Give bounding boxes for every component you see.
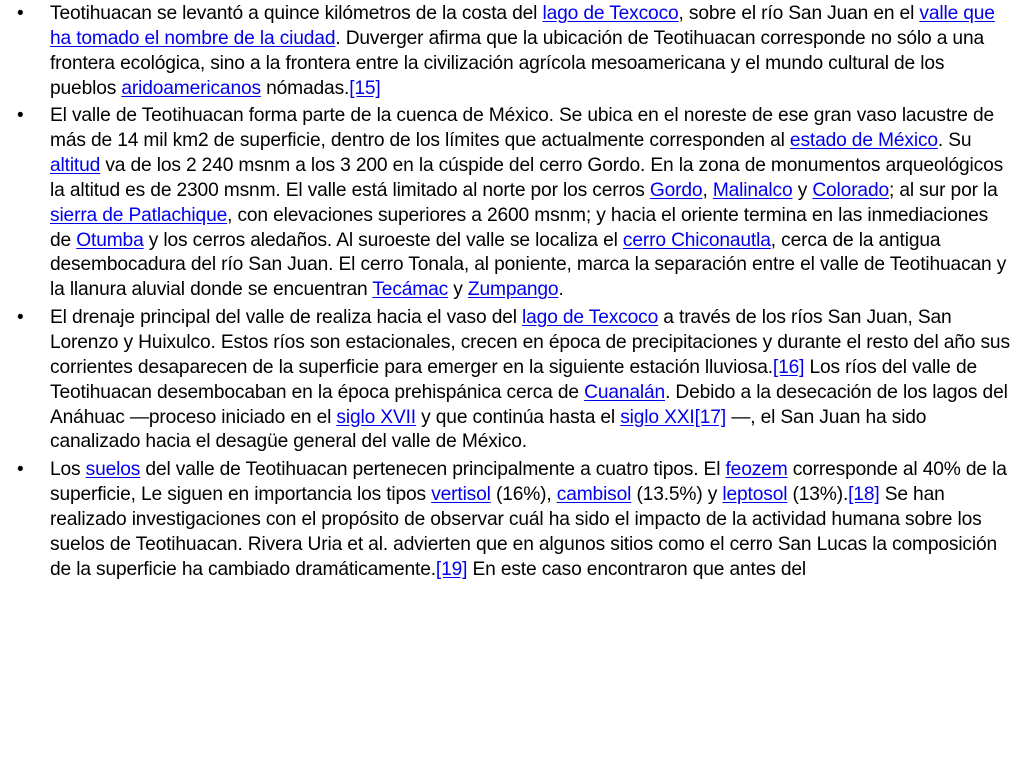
paragraph-text: y que continúa hasta el [415,406,621,428]
paragraph-text: (13.5%) y [631,484,723,506]
bullet-icon: • [17,105,24,127]
paragraph-text: del valle de Teotihuacan pertenecen principalmente a cuatro tipos. El [140,459,726,481]
paragraph-text: , [702,179,713,201]
paragraph-text: , cerca de la antigua desembocadura del río San Juan. El cerro Tonala, al poniente, marca la separación entre el valle de Teotihuacan y la llanura aluvial donde se encuentran [50,229,1007,301]
paragraph-text: y los cerros aledaños. Al suroeste del valle se localiza el [143,229,623,251]
paragraph-text: . Su [937,130,972,152]
paragraph-text: Se han realizado investigaciones con el propósito de observar cuál ha sido el impacto de la actividad humana sobre los suelos de Teotihuacan. Rivera Uria et al. advierten que en algunos sitios como el cerro San Lucas la composición de la superficie ha cambiado dramáticamente. [50,484,998,580]
bullet-icon: • [17,3,24,24]
link-19[interactable]: [19] [435,558,468,580]
link-cuanalan[interactable]: Cuanalán [584,381,666,403]
link-siglo-xvii[interactable]: siglo XVII [336,406,416,428]
link-suelos[interactable]: suelos [85,459,141,481]
link-15[interactable]: [15] [349,77,381,99]
bullet-list [0,2,1012,585]
link-cambisol[interactable]: cambisol [556,484,632,506]
link-feozem[interactable]: feozem [725,459,788,481]
paragraph-text: . Debido a la desecación de los lagos del Anáhuac —proceso iniciado en el [50,381,1008,428]
link-zumpango[interactable]: Zumpango [467,279,559,301]
paragraph-text: y [448,279,468,301]
link-siglo-xxi-17[interactable]: siglo XXI[17] [620,406,727,428]
link-18[interactable]: [18] [848,484,880,506]
paragraph-text: (16%), [490,484,557,506]
paragraph-text: , sobre el río San Juan en el [678,3,920,24]
bullet-item [0,2,1012,101]
link-aridoamericanos[interactable]: aridoamericanos [121,77,261,99]
bullet-icon: • [17,307,24,329]
paragraph-text: a través de los ríos San Juan, San Lorenzo y Huixulco. Estos ríos son estacionales, crecen en época de precipitaciones y durante el resto del año sus corrientes desaparecen de la superficie para emerger en la siguiente estación lluviosa. [50,307,1010,378]
paragraph-text: —, el San Juan ha sido canalizado hacia el desagüe general del valle de México. [50,406,927,453]
link-tecamac[interactable]: Tecámac [372,279,449,301]
link-vertisol[interactable]: vertisol [431,484,491,506]
link-16[interactable]: [16] [772,356,805,378]
bullet-item [0,306,1012,455]
link-valle-que-ha-tomado-el-nombre-de-la-ciudad[interactable]: valle que ha tomado el nombre de la ciudad [50,3,995,49]
paragraph-text: En este caso encontraron que antes del [467,558,807,580]
paragraph-text: , con elevaciones superiores a 2600 msnm; y hacia el oriente termina en las inmediaciones de [50,204,989,251]
paragraph-text: corresponde al 40% de la superficie, Le siguen en importancia los tipos [50,459,1007,506]
link-gordo[interactable]: Gordo [649,179,703,201]
paragraph-text: . [558,279,564,301]
link-malinalco[interactable]: Malinalco [712,179,793,201]
link-colorado[interactable]: Colorado [812,179,889,201]
paragraph-text: ; al sur por la [889,179,998,201]
bullet-item [0,458,1012,582]
link-lago-de-texcoco[interactable]: lago de Texcoco [522,307,659,329]
link-altitud[interactable]: altitud [50,155,101,177]
paragraph-text: El valle de Teotihuacan forma parte de la cuenca de México. Se ubica en el noreste de ese gran vaso lacustre de más de 14 mil km2 de superficie, dentro de los límites que actualmente corresponden al [50,105,995,152]
paragraph-text: va de los 2 240 msnm a los 3 200 en la cúspide del cerro Gordo. En la zona de monumentos arqueológicos la altitud es de 2300 msnm. El valle está limitado al norte por los cerros [50,155,1004,201]
paragraph-text: Los ríos del valle de Teotihuacan desembocaban en la época prehispánica cerca de [50,356,977,403]
link-estado-de-mexico[interactable]: estado de México [789,130,938,152]
paragraph-text: y [792,179,813,201]
paragraph-text: . Duverger afirma que la ubicación de Teotihuacan corresponde no sólo a una frontera ecológica, sino a la frontera entre la civilización agrícola mesoamericana y el mundo cultural de los pueblos [50,27,985,99]
paragraph-text: (13%). [787,484,849,506]
paragraph-text: nómadas. [260,77,350,99]
bullet-item [0,104,1012,303]
bullet-icon: • [17,459,24,481]
link-otumba[interactable]: Otumba [76,229,144,251]
paragraph-text: Teotihuacan se levantó a quince kilómetros de la costa del [50,3,543,24]
link-cerro-chiconautla[interactable]: cerro Chiconautla [622,229,771,251]
link-leptosol[interactable]: leptosol [722,484,788,506]
paragraph-text: El drenaje principal del valle de realiza hacia el vaso del [50,307,523,329]
link-lago-de-texcoco[interactable]: lago de Texcoco [542,3,679,24]
paragraph-text: Los [50,459,86,481]
link-sierra-de-patlachique[interactable]: sierra de Patlachique [50,204,228,226]
